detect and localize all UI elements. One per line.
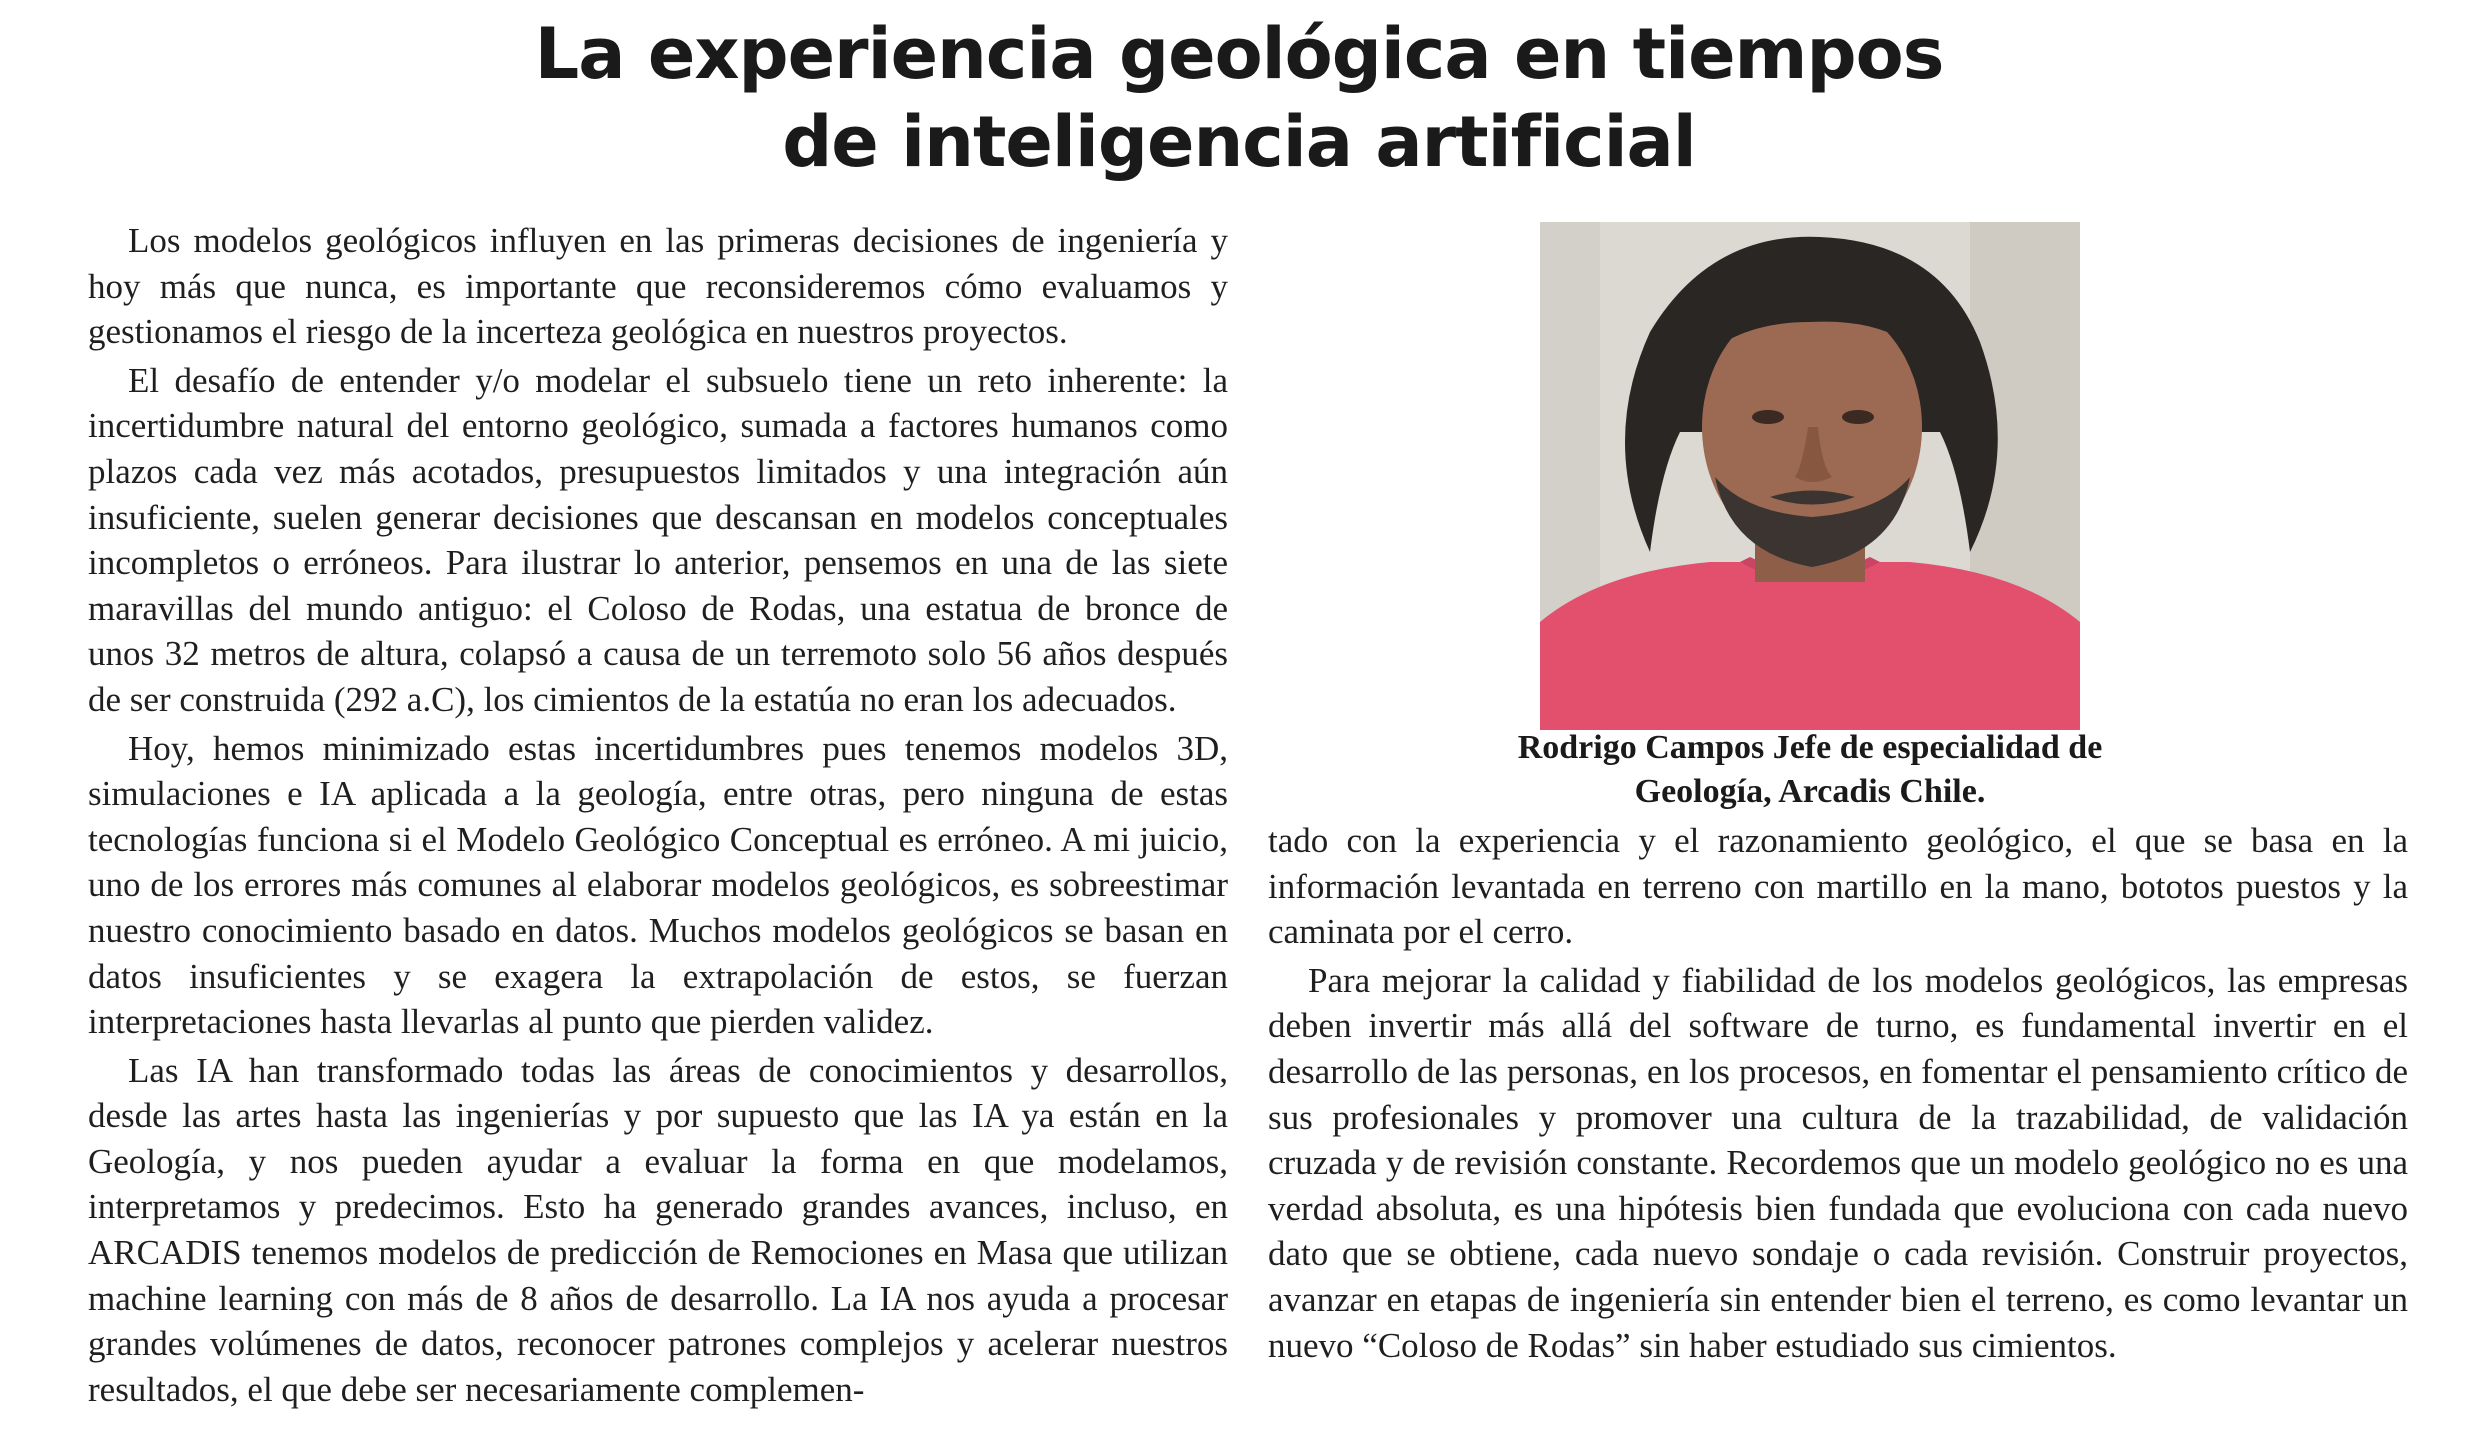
paragraph-conclusion: Para mejorar la calidad y fiabilidad de los modelos geológicos, las empresas deben invertir más allá del software de turno, es fundamental invertir en el desarrollo de las personas, en los procesos, en fomentar el pensamiento crítico de sus profesionales y promover una cultura de la trazabilidad, de validación cruzada y de revisión constante. Recordemos que un modelo geológico no es una verdad absoluta, es una hipótesis bien fundada que evoluciona con cada nuevo dato que se obtiene, cada nuevo sondaje o cada revisión. Construir proyectos, avanzar en etapas de ingeniería sin entender bien el terreno, es como levantar un nuevo “Coloso de Rodas” sin haber estudiado sus cimientos. bbox=[1268, 960, 2408, 1365]
article-title bbox=[0, 10, 2478, 186]
paragraph-ai: Las IA han transformado todas las áreas de conocimientos y desarrollos, desde las artes hasta las ingenierías y por supuesto que las IA ya están en la Geología, y nos pueden ayudar a evaluar la forma en que modelamos, interpretamos y predecimos. Esto ha generado grandes avances, incluso, en ARCADIS tenemos modelos de predicción de Remociones en Masa que utilizan machine learning con más de 8 años de desarrollo. La IA nos ayuda a procesar grandes volúmenes de datos, reconocer patrones complejos y acelerar nuestros resultados, el que debe ser necesariamente complemen- bbox=[88, 1050, 1228, 1409]
right-column bbox=[1268, 818, 2408, 1371]
photo-caption bbox=[1400, 726, 2220, 814]
paragraph-challenge: El desafío de entender y/o modelar el subsuelo tiene un reto inherente: la incertidumbre natural del entorno geológico, sumada a factores humanos como plazos cada vez más acotados, presupuestos limitados y una integración aún insuficiente, suelen generar decisiones que descansan en modelos conceptuales incompletos o erróneos. Para ilustrar lo anterior, pensemos en una de las siete maravillas del mundo antiguo: el Coloso de Rodas, una estatua de bronce de unos 32 metros de altura, colapsó a causa de un terremoto solo 56 años después de ser construida (292 a.C), los cimientos de la estatúa no eran los adecuados. bbox=[88, 360, 1228, 719]
caption-line-1: Rodrigo Campos Jefe de especialidad de bbox=[1517, 729, 2103, 766]
author-portrait-illustration bbox=[1540, 222, 2080, 730]
left-column bbox=[88, 218, 1228, 1415]
article-title-line-2: de inteligencia artificial bbox=[782, 101, 1696, 183]
caption-line-2: Geología, Arcadis Chile. bbox=[1634, 773, 1986, 810]
article-title-line-1: La experiencia geológica en tiempos bbox=[534, 13, 1944, 95]
paragraph-intro: Los modelos geológicos influyen en las primeras decisiones de ingeniería y hoy más que nunca, es importante que reconsideremos cómo evaluamos y gestionamos el riesgo de la incerteza geológica en nuestros proyectos. bbox=[88, 221, 1228, 352]
author-photo bbox=[1540, 222, 2080, 730]
paragraph-technology: Hoy, hemos minimizado estas incertidumbres pues tenemos modelos 3D, simulaciones e IA aplicada a la geología, entre otras, pero ninguna de estas tecnologías funciona si el Modelo Geológico Conceptual es erróneo. A mi juicio, uno de los errores más comunes al elaborar modelos geológicos, es sobreestimar nuestro conocimiento basado en datos. Muchos modelos geológicos se basan en datos insuficientes y se exagera la extrapolación de estos, se fuerzan interpretaciones hasta llevarlas al punto que pierden validez. bbox=[88, 728, 1228, 1042]
paragraph-continuation: tado con la experiencia y el razonamiento geológico, el que se basa en la información levantada en terreno con martillo en la mano, bototos puestos y la caminata por el cerro. bbox=[1268, 821, 2408, 952]
